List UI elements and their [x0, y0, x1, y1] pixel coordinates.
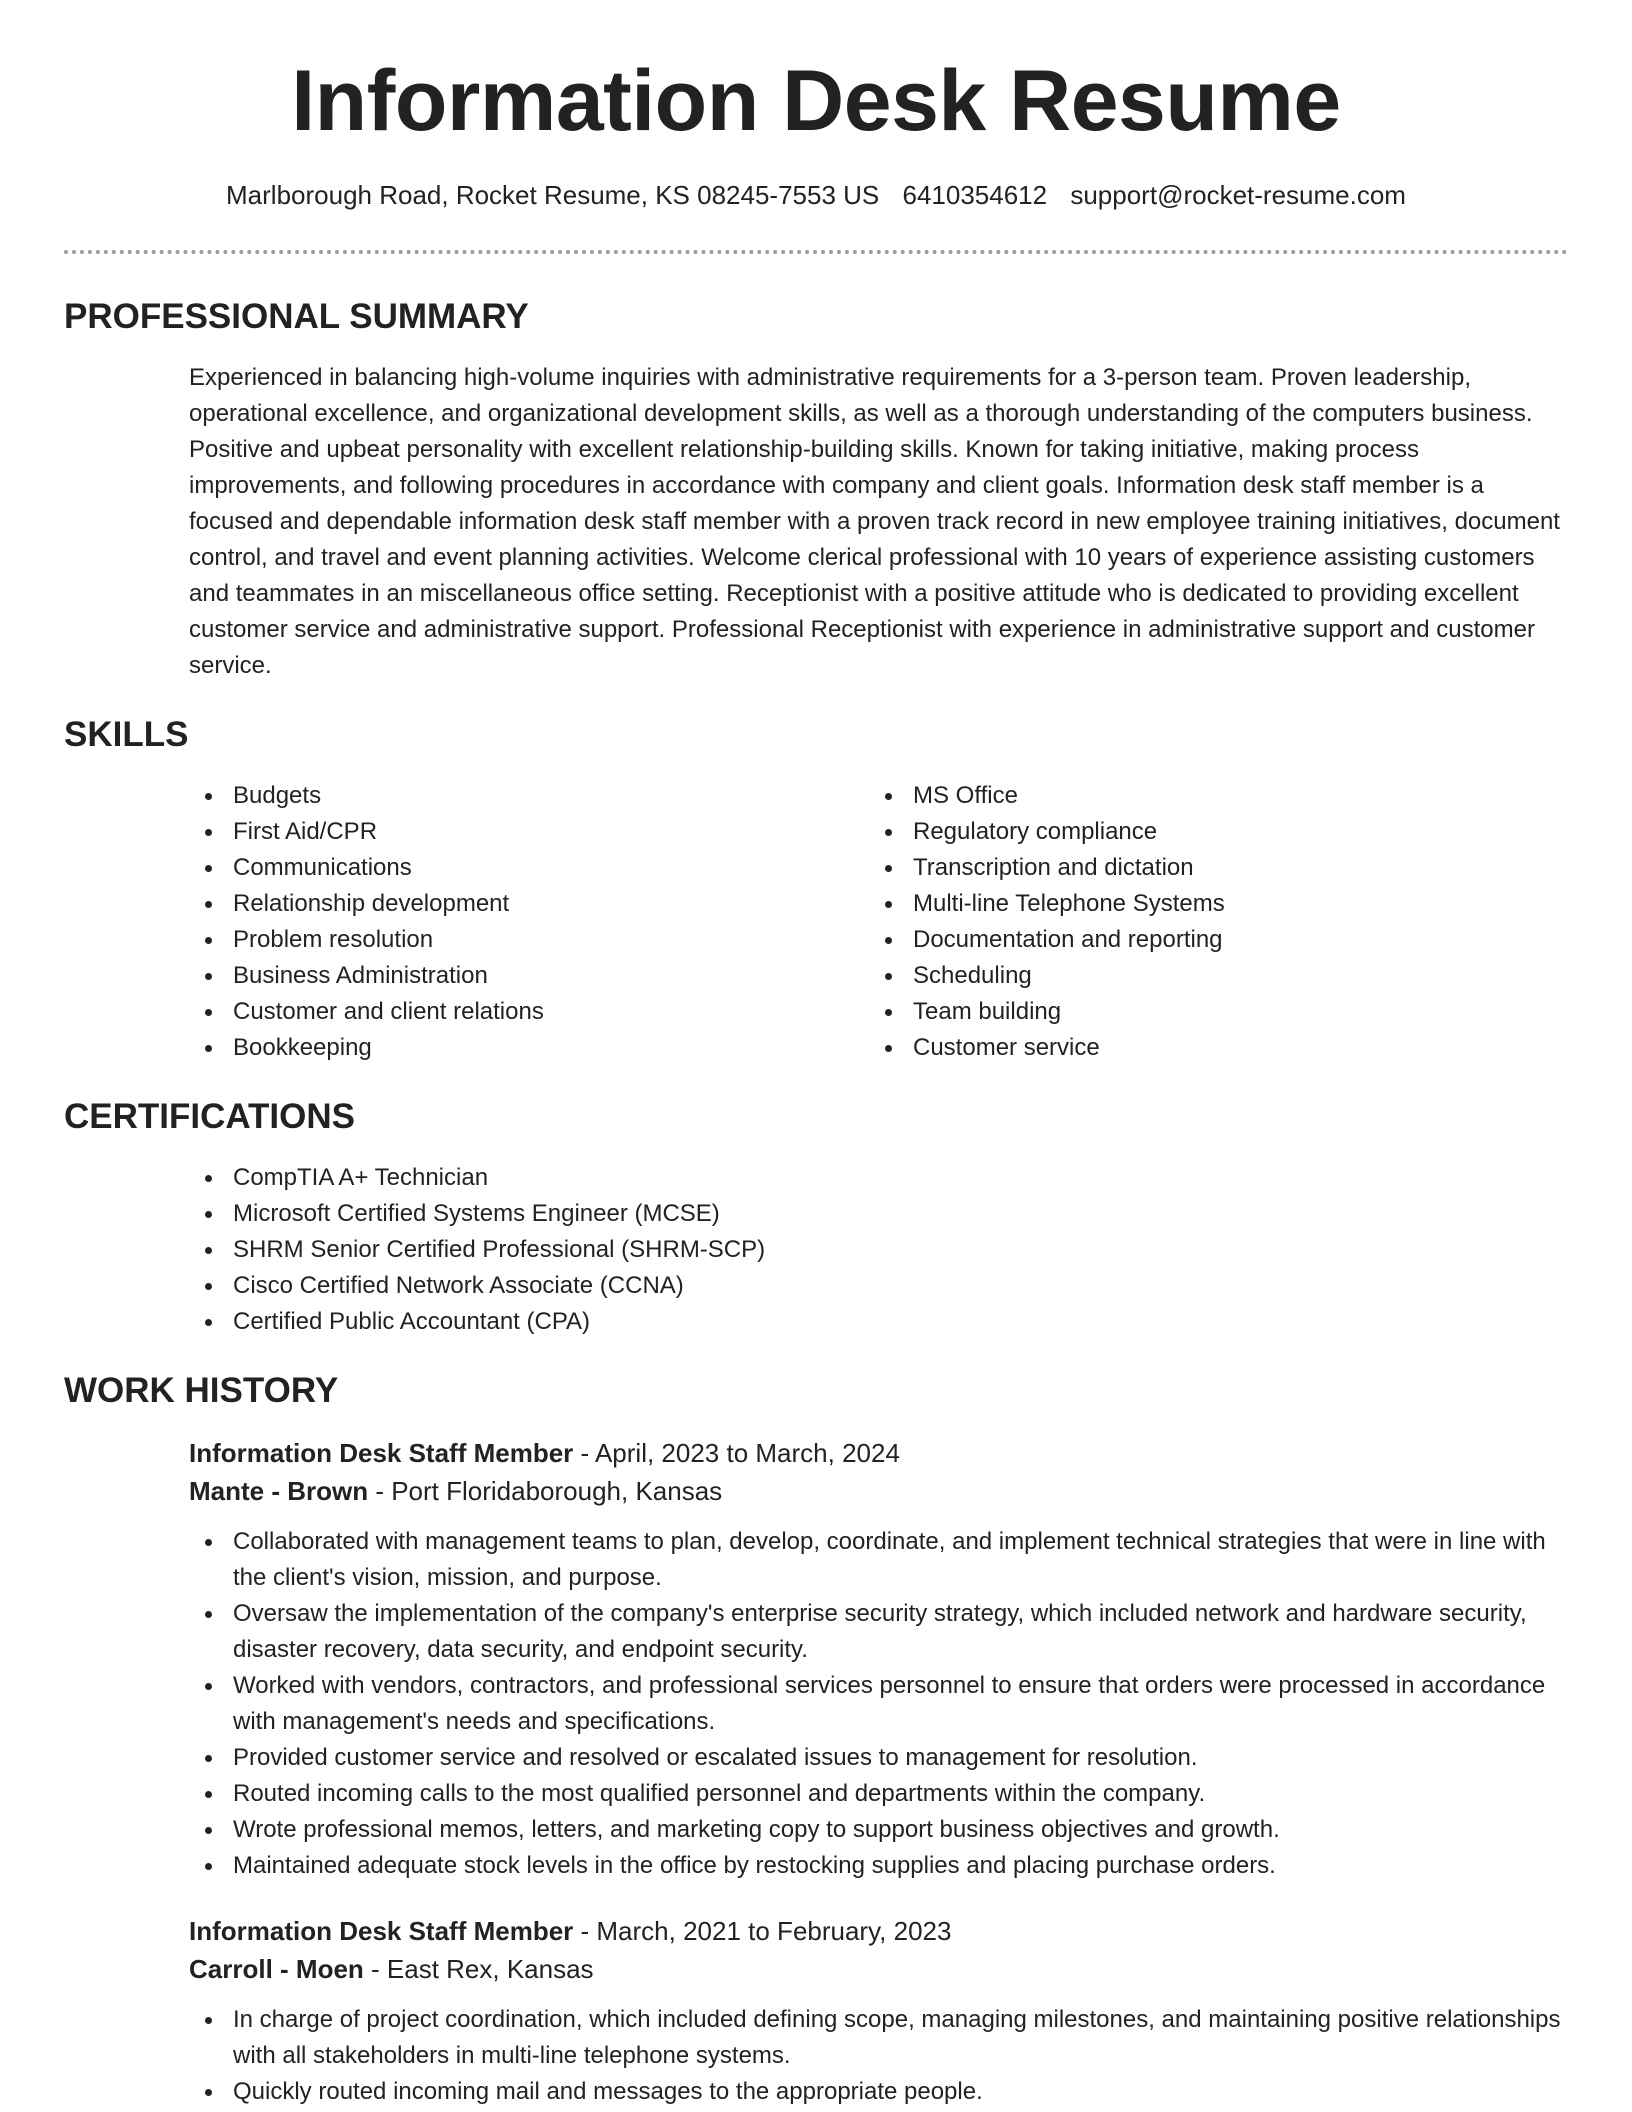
- skill-item: Transcription and dictation: [869, 850, 1549, 886]
- job-duty-item: Routed incoming calls to the most qualified personnel and departments within the company.: [189, 1776, 1568, 1812]
- job-duty-item: Oversaw the implementation of the company's enterprise security strategy, which included network and hardware security, disaster recovery, data security, and endpoint security.: [189, 1596, 1568, 1668]
- skill-item: Customer and client relations: [189, 994, 869, 1030]
- certification-item: SHRM Senior Certified Professional (SHRM-SCP): [189, 1232, 1568, 1268]
- skill-item: Business Administration: [189, 958, 869, 994]
- certification-item: CompTIA A+ Technician: [189, 1160, 1568, 1196]
- job-duty-item: Provided customer service and resolved or escalated issues to management for resolution.: [189, 1740, 1568, 1776]
- job-duties-list: [189, 1524, 1568, 1884]
- job-entry: [64, 1912, 1568, 2110]
- skill-item: Bookkeeping: [189, 1030, 869, 1066]
- skill-item: First Aid/CPR: [189, 814, 869, 850]
- skills-list-right: [869, 778, 1549, 1066]
- certifications-list: [64, 1160, 1568, 1340]
- job-company-line: [189, 1472, 1568, 1510]
- skill-item: Team building: [869, 994, 1549, 1030]
- job-dates: - March, 2021 to February, 2023: [573, 1916, 952, 1946]
- certification-item: Microsoft Certified Systems Engineer (MCSE): [189, 1196, 1568, 1232]
- job-duty-item: Wrote professional memos, letters, and marketing copy to support business objectives and growth.: [189, 1812, 1568, 1848]
- skill-item: Budgets: [189, 778, 869, 814]
- job-duty-item: Collaborated with management teams to plan, develop, coordinate, and implement technical strategies that were in line with the client's vision, mission, and purpose.: [189, 1524, 1568, 1596]
- skill-item: Problem resolution: [189, 922, 869, 958]
- header-divider: [64, 250, 1568, 254]
- certifications-section: [64, 1096, 1568, 1340]
- job-duty-item: In charge of project coordination, which included defining scope, managing milestones, and maintaining positive relationships with all stakeholders in multi-line telephone systems.: [189, 2002, 1568, 2074]
- job-title-line: [189, 1912, 1568, 1950]
- work-history-section: [64, 1370, 1568, 2110]
- skill-item: Relationship development: [189, 886, 869, 922]
- job-location: - East Rex, Kansas: [363, 1954, 594, 1984]
- skill-item: Documentation and reporting: [869, 922, 1549, 958]
- job-company-line: [189, 1950, 1568, 1988]
- job-company: Carroll - Moen: [189, 1954, 364, 1984]
- summary-section: [64, 296, 1568, 684]
- skill-item: MS Office: [869, 778, 1549, 814]
- skill-item: Customer service: [869, 1030, 1549, 1066]
- job-company: Mante - Brown: [189, 1476, 369, 1506]
- job-entry: [64, 1434, 1568, 1884]
- skills-grid: [64, 778, 1568, 1066]
- certifications-heading: CERTIFICATIONS: [64, 1097, 356, 1136]
- skills-section: [64, 714, 1568, 1066]
- summary-text: Experienced in balancing high-volume inquiries with administrative requirements for a 3-person team. Proven leadership, operational excellence, and organizational development skills, as well as a thorough understanding of the computers business. Positive and upbeat personality with excellent relationship-building skills. Known for taking initiative, making process improvements, and following procedures in accordance with company and client goals. Information desk staff member is a focused and dependable information desk staff member with a proven track record in new employee training initiatives, document control, and travel and event planning activities. Welcome clerical professional with 10 years of experience assisting customers and teammates in an miscellaneous office setting. Receptionist with a positive attitude who is dedicated to providing excellent customer service and administrative support. Professional Receptionist with experience in administrative support and customer service.: [189, 364, 1560, 679]
- skill-item: Communications: [189, 850, 869, 886]
- resume-title: Information Desk Resume: [291, 53, 1341, 149]
- job-duties-list: [189, 2002, 1568, 2110]
- skill-item: Regulatory compliance: [869, 814, 1549, 850]
- job-location: - Port Floridaborough, Kansas: [368, 1476, 723, 1506]
- job-title: Information Desk Staff Member: [189, 1916, 574, 1946]
- skill-item: Multi-line Telephone Systems: [869, 886, 1549, 922]
- job-duty-item: Quickly routed incoming mail and messages to the appropriate people.: [189, 2074, 1568, 2110]
- contact-line: [0, 180, 1632, 211]
- skills-heading: SKILLS: [64, 715, 189, 754]
- contact-phone: 6410354612: [902, 180, 1048, 210]
- job-dates: - April, 2023 to March, 2024: [573, 1438, 900, 1468]
- contact-email[interactable]: support@rocket-resume.com: [1070, 180, 1406, 210]
- summary-heading: PROFESSIONAL SUMMARY: [64, 297, 529, 336]
- certification-item: Certified Public Accountant (CPA): [189, 1304, 1568, 1340]
- resume-content: [64, 296, 1568, 2112]
- job-duty-item: Maintained adequate stock levels in the office by restocking supplies and placing purchase orders.: [189, 1848, 1568, 1884]
- work-history-heading: WORK HISTORY: [64, 1371, 339, 1410]
- job-duty-item: Worked with vendors, contractors, and professional services personnel to ensure that orders were processed in accordance with management's needs and specifications.: [189, 1668, 1568, 1740]
- certification-item: Cisco Certified Network Associate (CCNA): [189, 1268, 1568, 1304]
- contact-address: Marlborough Road, Rocket Resume, KS 08245-7553 US: [226, 180, 880, 210]
- job-title-line: [189, 1434, 1568, 1472]
- job-title: Information Desk Staff Member: [189, 1438, 574, 1468]
- skills-list-left: [189, 778, 869, 1066]
- skill-item: Scheduling: [869, 958, 1549, 994]
